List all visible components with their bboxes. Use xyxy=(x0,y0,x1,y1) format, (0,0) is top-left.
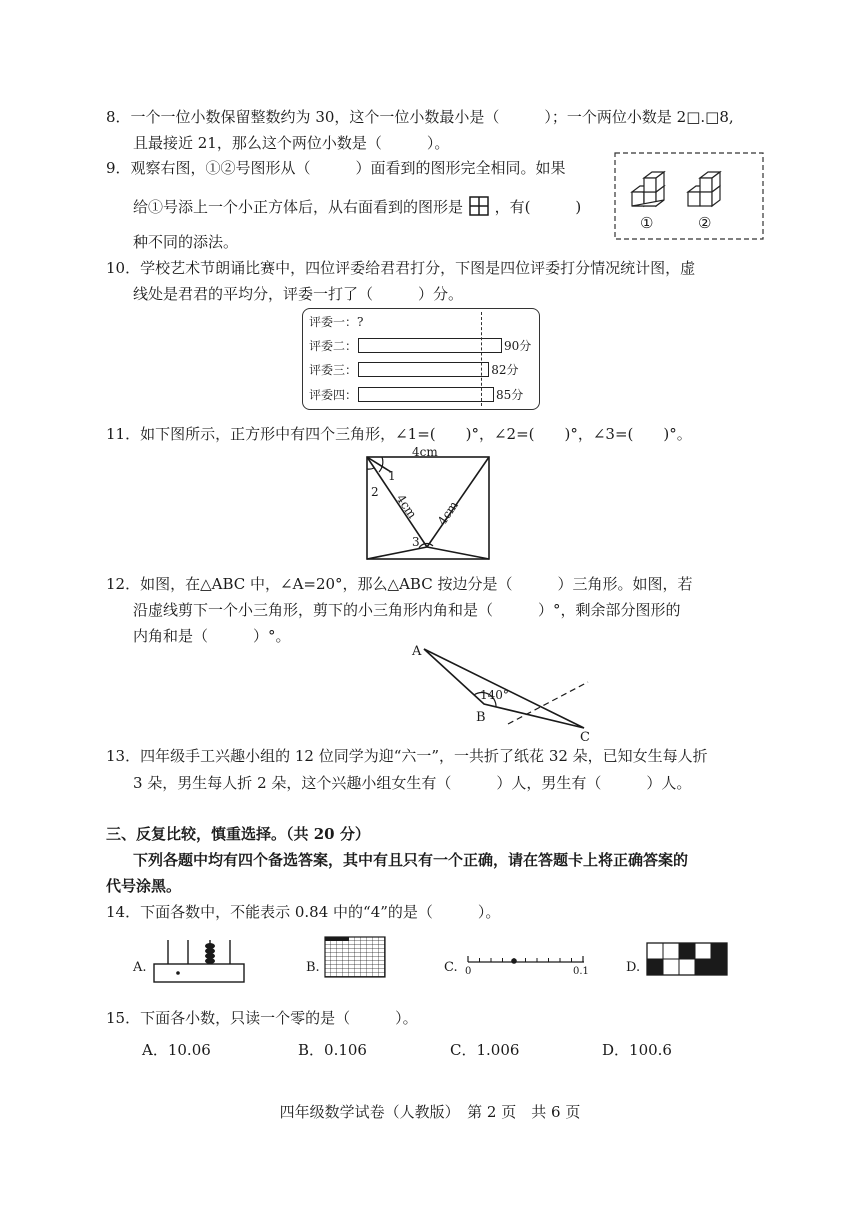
q14-option-d-label: D. xyxy=(626,960,641,975)
q14-option-c-label: C. xyxy=(444,960,458,975)
q9-line3: 种不同的添法。 xyxy=(133,233,239,251)
section-3-instruction-1: 下列各题中均有四个备选答案，其中有且只有一个正确，请在答题卡上将正确答案的 xyxy=(133,851,689,869)
judge-2-label: 评委二： xyxy=(309,339,358,353)
number-line-end: 0.1 xyxy=(573,966,589,977)
vertex-b-label: B xyxy=(476,710,486,725)
cube-figure-2 xyxy=(688,172,720,206)
judge-4-score: 85分 xyxy=(496,388,524,402)
number-line-icon xyxy=(460,950,592,978)
q8-line2: 且最接近 21，那么这个两位小数是（ ）。 xyxy=(133,134,450,152)
q11-square-figure xyxy=(360,446,496,562)
q9-line2-text-a: 给①号添上一个小正方体后，从右面看到的图形是 xyxy=(133,198,464,216)
q15-option-b: B．0.106 xyxy=(298,1041,367,1059)
q11-line1: 11．如下图所示，正方形中有四个三角形，∠1=( )°，∠2=( )°，∠3=( )°。 xyxy=(106,425,692,443)
judge-1-label: 评委一：? xyxy=(309,315,364,329)
q14-line1: 14．下面各数中，不能表示 0.84 中的“4”的是（ ）。 xyxy=(106,903,501,921)
angle-3-label: 3 xyxy=(412,535,420,549)
q9-line2 xyxy=(133,196,581,217)
figure-2-label: ② xyxy=(698,214,712,232)
top-length-label: 4cm xyxy=(412,446,438,459)
q12-line1: 12．如图，在△ABC 中，∠A=20°，那么△ABC 按边分是（ ）三角形。如图，若 xyxy=(106,575,693,593)
q9-cubes-figure xyxy=(614,152,764,240)
abacus-icon xyxy=(152,936,248,986)
q15-option-d: D．100.6 xyxy=(602,1041,672,1059)
judge-2-score: 90分 xyxy=(504,339,532,353)
q12-triangle-figure xyxy=(404,640,604,742)
average-dashed-line xyxy=(481,312,482,406)
q10-line1: 10．学校艺术节朗诵比赛中，四位评委给君君打分，下图是四位评委打分情况统计图，虚 xyxy=(106,259,696,277)
q9-line1: 9．观察右图，①②号图形从（ ）面看到的图形完全相同。如果 xyxy=(106,159,566,177)
q12-line2: 沿虚线剪下一个小三角形，剪下的小三角形内角和是（ ）°，剩余部分图形的 xyxy=(133,601,681,619)
q15-option-a: A．10.06 xyxy=(142,1041,211,1059)
figure-1-label: ① xyxy=(640,214,654,232)
judge-score-chart xyxy=(302,308,540,410)
q15-line1: 15．下面各小数，只读一个零的是（ ）。 xyxy=(106,1009,418,1027)
left-diagonal-length-label: 4cm xyxy=(393,491,420,522)
q14-option-a-label: A. xyxy=(133,960,147,975)
q9-line2-text-b: ，有( ) xyxy=(494,198,582,216)
vertex-a-label: A xyxy=(412,644,422,659)
judge-4-bar xyxy=(358,387,494,402)
angle-b-label: 140° xyxy=(480,688,509,702)
right-diagonal-length-label: 4cm xyxy=(434,498,461,528)
vertex-c-label: C xyxy=(580,730,590,742)
q12-line3: 内角和是（ ）°。 xyxy=(133,627,291,645)
hundred-grid-icon xyxy=(324,936,386,978)
q13-line2: 3 朵，男生每人折 2 朵，这个兴趣小组女生有（ ）人，男生有（ ）人。 xyxy=(133,774,692,792)
judge-3-score: 82分 xyxy=(491,363,519,377)
block-grid-icon xyxy=(646,942,730,978)
section-3-title: 三、反复比较，慎重选择。（共 20 分） xyxy=(106,825,370,843)
q8-line1: 8．一个一位小数保留整数约为 30，这个一位小数最小是（ ）；一个两位小数是 2□.□8, xyxy=(106,108,734,126)
page-footer: 四年级数学试卷（人教版） 第 2 页 共 6 页 xyxy=(279,1103,581,1121)
section-3-instruction-2: 代号涂黑。 xyxy=(106,877,182,895)
cube-figure-1 xyxy=(632,172,664,206)
q10-line2: 线处是君君的平均分，评委一打了（ ）分。 xyxy=(133,285,464,303)
judge-3-bar xyxy=(358,362,489,377)
angle-2-label: 2 xyxy=(371,485,379,499)
judge-4-label: 评委四： xyxy=(309,388,358,402)
q15-option-c: C．1.006 xyxy=(450,1041,520,1059)
judge-3-label: 评委三： xyxy=(309,363,358,377)
number-line-start: 0 xyxy=(465,966,472,977)
q13-line1: 13．四年级手工兴趣小组的 12 位同学为迎“六一”，一共折了纸花 32 朵，已知女生每人折 xyxy=(106,747,708,765)
q14-option-b-label: B. xyxy=(306,960,320,975)
side-view-grid-icon xyxy=(468,196,490,216)
angle-1-label: 1 xyxy=(388,469,396,483)
